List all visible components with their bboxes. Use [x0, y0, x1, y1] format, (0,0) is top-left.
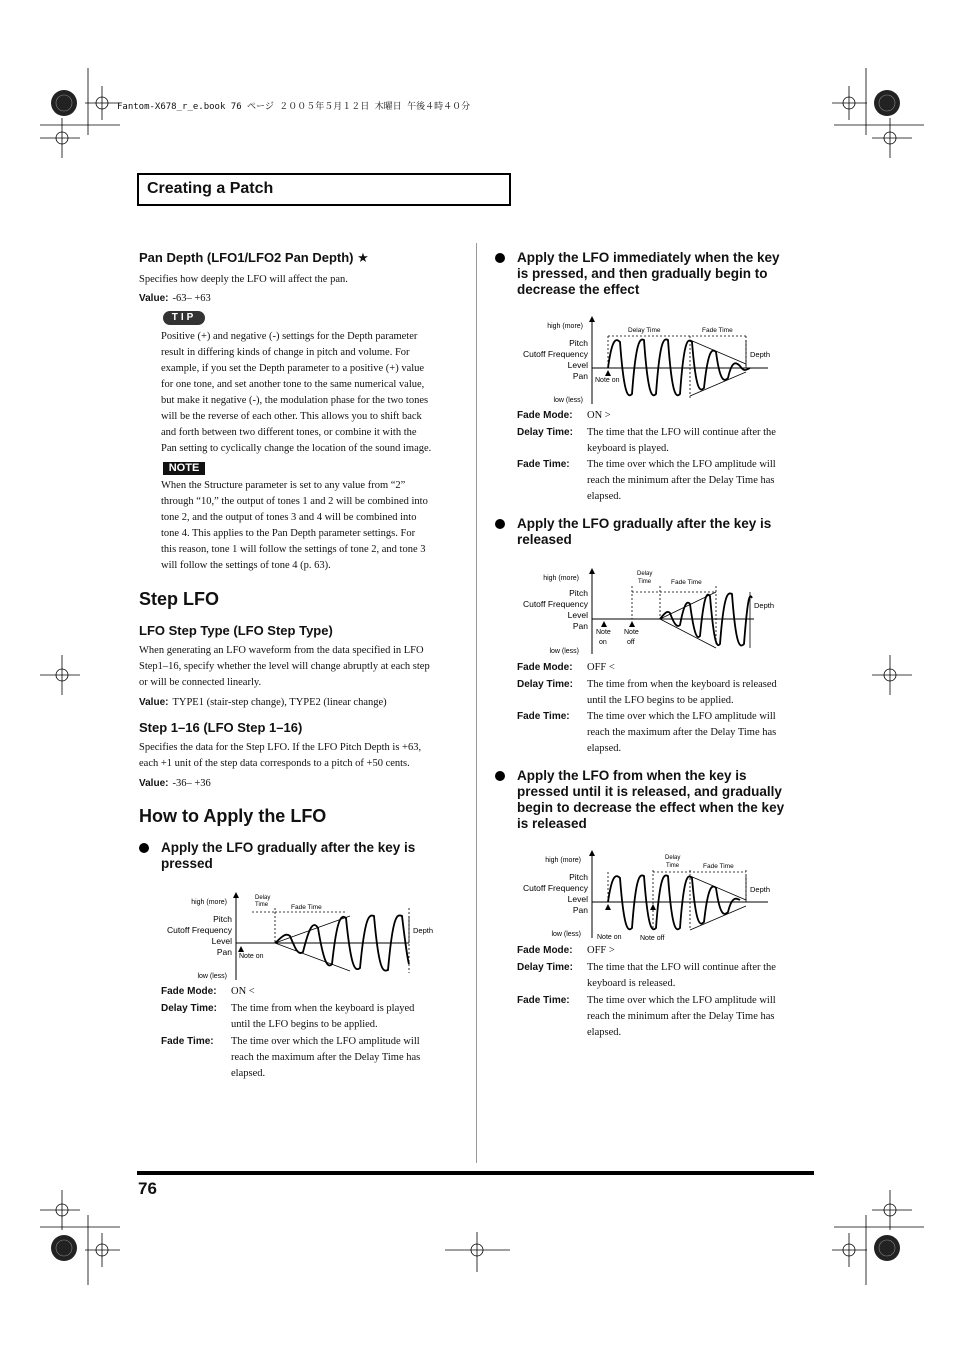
lfo-step-type-heading: LFO Step Type (LFO Step Type): [139, 623, 333, 638]
row-line: The time over which the LFO amplitude will: [587, 459, 776, 470]
pan-depth-value-row: [139, 288, 211, 307]
value-text: -36– +36: [172, 778, 211, 789]
row-line: keyboard is released.: [587, 978, 676, 989]
row-value: [587, 457, 776, 505]
row-line: until the LFO begins to be applied.: [231, 1019, 378, 1030]
bullet-icon: [495, 771, 505, 781]
level-label: Level: [567, 610, 588, 620]
bullet-icon: [139, 843, 149, 853]
pan-depth-desc: Specifies how deeply the LFO will affect the pan.: [139, 274, 348, 285]
tip-line: will be the reverse of each other. This allows you to shift back: [161, 411, 422, 422]
level-label: Level: [567, 360, 588, 370]
note-label: Note: [624, 629, 639, 636]
tip-line: example, if you set the Depth parameter to a positive (+) value: [161, 363, 425, 374]
row-label: Fade Mode:: [517, 662, 573, 673]
value-label: Value:: [139, 293, 169, 304]
row-label: Fade Time:: [517, 459, 570, 470]
time-label: Time: [666, 863, 680, 869]
section-title-box: [137, 173, 511, 206]
tip-line: for one tone, and set another tone to the same numerical value,: [161, 379, 425, 390]
row-line: The time over which the LFO amplitude will: [587, 995, 776, 1006]
tip-line: Pan setting to cyclically change the location of the sound image.: [161, 443, 432, 454]
row-line: ON >: [587, 410, 611, 421]
row-line: reach the minimum after the Delay Time has: [587, 475, 775, 486]
step-lfo-heading: Step LFO: [139, 589, 219, 609]
depth-label: Depth: [754, 601, 775, 610]
section-title: Creating a Patch: [147, 180, 274, 197]
note-off-label: Note off: [640, 935, 665, 942]
cutoff-label: Cutoff Frequency: [522, 883, 588, 893]
note-line: tone 4. This applies to the Pan Depth parameter settings. For: [161, 528, 416, 539]
value-text: -63– +63: [172, 293, 211, 304]
row-line: reach the minimum after the Delay Time has: [587, 1011, 775, 1022]
note-badge: NOTE: [163, 462, 205, 475]
bullet-title-line: Apply the LFO gradually after the key is: [517, 516, 772, 531]
bullet-title: [161, 840, 415, 872]
row-value: [587, 660, 615, 676]
row-line: The time from when the keyboard is played: [231, 1003, 415, 1014]
row-value: [587, 709, 776, 757]
note-label: Note: [596, 629, 611, 636]
pitch-label: Pitch: [569, 872, 588, 882]
pan-label: Pan: [572, 371, 588, 381]
desc-line: Step1–16, specify whether the level will change abruptly at each step: [139, 661, 430, 672]
fade-time-label: Fade Time: [702, 327, 733, 334]
delay-time-label: Delay Time: [628, 327, 661, 334]
row-label: Fade Time:: [517, 711, 570, 722]
row-value: [231, 984, 255, 1000]
tip-line: but make it negative (-), the modulation phase for the two tones: [161, 395, 429, 406]
cutoff-label: Cutoff Frequency: [166, 925, 232, 935]
row-value: [587, 677, 777, 709]
note-on-label: Note on: [239, 953, 264, 960]
row-line: The time from when the keyboard is released: [587, 679, 777, 690]
bullet-title-line: decrease the effect: [517, 282, 640, 297]
row-value: [587, 408, 611, 424]
row-label: Delay Time:: [517, 679, 573, 690]
pitch-label: Pitch: [213, 914, 232, 924]
row-line: reach the maximum after the Delay Time has: [587, 727, 777, 738]
page-number: 76: [138, 1179, 157, 1198]
tip-badge: TIP: [163, 311, 205, 325]
high-label: high (more): [191, 899, 227, 906]
off-label: off: [627, 639, 635, 646]
row-label: Fade Time:: [161, 1036, 214, 1047]
lfo-step-type-desc: [139, 643, 469, 691]
cutoff-label: Cutoff Frequency: [522, 349, 588, 359]
note-line: tone 2, and the output of tones 3 and 4 will be combined into: [161, 512, 417, 523]
delay-label: Delay: [637, 571, 653, 577]
row-value: [231, 1001, 414, 1033]
row-label: Delay Time:: [161, 1003, 217, 1014]
step-1-16-heading: Step 1–16 (LFO Step 1–16): [139, 720, 303, 735]
bullet-icon: [495, 519, 505, 529]
note-line: this reason, tone 1 will follow the settings of tone 2, and tone 3: [161, 544, 426, 555]
pan-label: Pan: [216, 947, 232, 957]
tip-line: Positive (+) and negative (-) settings for the Depth parameter: [161, 331, 418, 342]
bullet-icon: [495, 253, 505, 263]
bullet-title: [517, 768, 784, 832]
bullet-title-line: pressed: [161, 856, 213, 871]
file-info-header: Fantom-X678_r_e.book 76 ページ ２００５年５月１２日 木曜日 午後４時４０分: [117, 102, 471, 112]
desc-line: Specifies the data for the Step LFO. If the LFO Pitch Depth is +63,: [139, 742, 422, 753]
row-line: keyboard is played.: [587, 443, 669, 454]
desc-line: When generating an LFO waveform from the data specified in LFO: [139, 645, 424, 656]
bullet-title-line: Apply the LFO immediately when the key: [517, 250, 780, 265]
step-value-row: [139, 773, 211, 792]
time-label: Time: [638, 579, 652, 585]
on-label: on: [599, 639, 607, 646]
step-type-value-row: [139, 692, 387, 711]
note-line: through “10,” the output of tones 1 and 2 will be combined into: [161, 496, 428, 507]
row-line: reach the maximum after the Delay Time has: [231, 1052, 421, 1063]
tip-text: [161, 329, 466, 457]
row-line: OFF >: [587, 945, 615, 956]
tip-line: and forth between two different tones, or combine it with the: [161, 427, 417, 438]
column-divider: [476, 243, 477, 1163]
row-line: elapsed.: [587, 743, 622, 754]
row-value: [587, 425, 776, 457]
row-value: [587, 993, 776, 1041]
row-label: Fade Time:: [517, 995, 570, 1006]
pitch-label: Pitch: [569, 338, 588, 348]
row-line: ON <: [231, 986, 255, 997]
low-label: low (less): [549, 648, 579, 655]
high-label: high (more): [543, 575, 579, 582]
lfo-diagram-4: [510, 848, 790, 944]
pan-depth-heading: Pan Depth (LFO1/LFO2 Pan Depth) ★: [139, 250, 369, 265]
low-label: low (less): [551, 931, 581, 938]
delay-label: Delay: [665, 855, 681, 861]
bullet-title-line: is pressed, and then gradually begin to: [517, 266, 768, 281]
fade-time-label: Fade Time: [703, 863, 734, 870]
row-value: [587, 943, 615, 959]
row-line: elapsed.: [231, 1068, 266, 1079]
lfo-diagram-3: [510, 564, 790, 660]
bullet-title-line: begin to decrease the effect when the key: [517, 800, 785, 815]
row-line: The time over which the LFO amplitude will: [231, 1036, 420, 1047]
note-text: [161, 478, 466, 574]
row-label: Delay Time:: [517, 427, 573, 438]
pan-label: Pan: [572, 621, 588, 631]
level-label: Level: [567, 894, 588, 904]
desc-line: or will be connected linearly.: [139, 677, 262, 688]
desc-line: each +1 unit of the step data corresponds to a pitch of +50 cents.: [139, 758, 410, 769]
depth-label: Depth: [413, 926, 434, 935]
bullet-title-line: released: [517, 532, 572, 547]
pan-label: Pan: [572, 905, 588, 915]
row-line: The time that the LFO will continue after the: [587, 427, 776, 438]
step-1-16-desc: [139, 740, 469, 772]
low-label: low (less): [197, 973, 227, 980]
row-line: The time over which the LFO amplitude will: [587, 711, 776, 722]
high-label: high (more): [545, 857, 581, 864]
row-value: [231, 1034, 420, 1082]
bullet-title-line: pressed until it is released, and gradually: [517, 784, 782, 799]
low-label: low (less): [553, 397, 583, 404]
lfo-diagram-1: [155, 888, 435, 984]
row-label: Delay Time:: [517, 962, 573, 973]
tip-line: result in differing kinds of change in pitch and volume. For: [161, 347, 410, 358]
row-line: OFF <: [587, 662, 615, 673]
bullet-title-line: Apply the LFO gradually after the key is: [161, 840, 416, 855]
bullet-title: [517, 516, 771, 548]
row-label: Fade Mode:: [161, 986, 217, 997]
row-line: elapsed.: [587, 1027, 622, 1038]
lfo-diagram-2: [510, 312, 790, 408]
depth-label: Depth: [750, 350, 771, 359]
bullet-title: [517, 250, 780, 298]
bullet-title-line: Apply the LFO from when the key is: [517, 768, 747, 783]
delay-label: Delay: [255, 895, 271, 901]
row-value: [587, 960, 776, 992]
row-label: Fade Mode:: [517, 945, 573, 956]
note-on-label: Note on: [595, 377, 620, 384]
depth-label: Depth: [750, 885, 771, 894]
note-line: When the Structure parameter is set to any value from “2”: [161, 480, 406, 491]
pitch-label: Pitch: [569, 588, 588, 598]
footer-rule: [137, 1171, 814, 1175]
level-label: Level: [211, 936, 232, 946]
row-line: elapsed.: [587, 491, 622, 502]
row-label: Fade Mode:: [517, 410, 573, 421]
note-line: will follow the settings of tone 4 (p. 63).: [161, 560, 331, 571]
bullet-title-line: is released: [517, 816, 587, 831]
row-line: until the LFO begins to be applied.: [587, 695, 734, 706]
fade-time-label: Fade Time: [291, 904, 322, 911]
note-on-label: Note on: [597, 934, 622, 941]
cutoff-label: Cutoff Frequency: [522, 599, 588, 609]
value-label: Value:: [139, 697, 169, 708]
high-label: high (more): [547, 323, 583, 330]
fade-time-label: Fade Time: [671, 579, 702, 586]
value-text: TYPE1 (stair-step change), TYPE2 (linear change): [172, 697, 387, 708]
how-to-apply-heading: How to Apply the LFO: [139, 806, 327, 826]
time-label: Time: [255, 902, 269, 908]
value-label: Value:: [139, 778, 169, 789]
row-line: The time that the LFO will continue after the: [587, 962, 776, 973]
